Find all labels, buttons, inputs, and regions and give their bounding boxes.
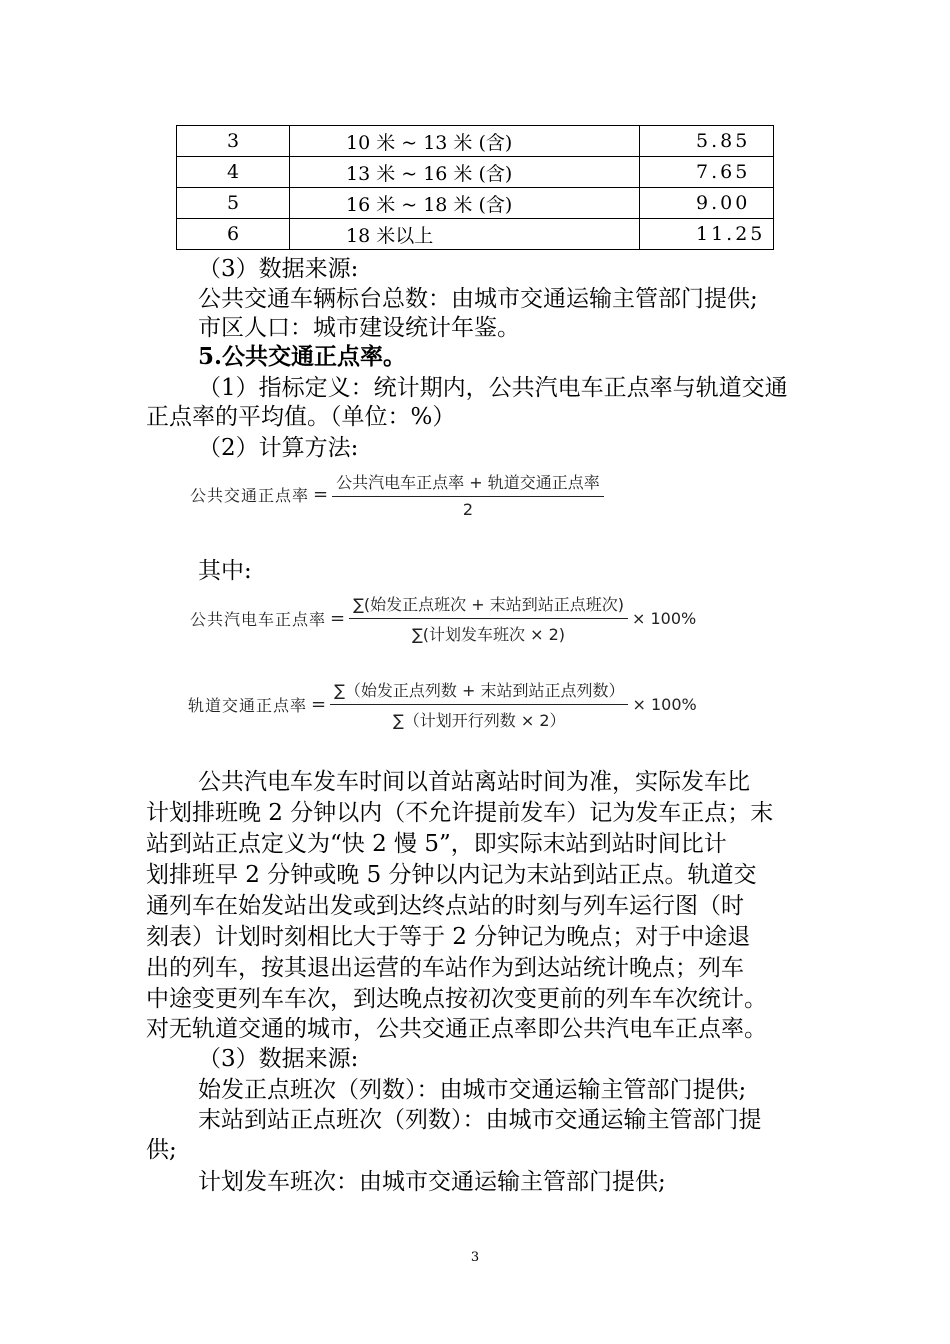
formula-multiplier: × 100%: [631, 609, 697, 628]
paragraph-line: 出的列车，按其退出运营的车站作为到达站统计晚点；列车: [146, 955, 744, 981]
formula-numerator: 公共汽电车正点率 + 轨道交通正点率: [336, 473, 600, 492]
formula-numerator: ∑（始发正点列数 + 末站到站正点列数）: [334, 681, 625, 700]
paragraph-line: 公共汽电车发车时间以首站离站时间为准，实际发车比: [198, 769, 750, 795]
formula-label: 公共交通正点率: [190, 486, 310, 505]
paragraph-line: 通列车在始发站出发或到达终点站的时刻与列车运行图（时: [146, 893, 744, 919]
table-cell-length: 10 米 ~ 13 米 (含): [290, 126, 640, 157]
formula-denominator: 2: [462, 500, 473, 519]
data-source-line: 计划发车班次：由城市交通运输主管部门提供;: [198, 1169, 666, 1195]
paragraph-line: 中途变更列车车次，到达晚点按初次变更前的列车车次统计。: [146, 986, 767, 1012]
formula-label: 公共汽电车正点率: [190, 610, 327, 629]
data-source-line: 市区人口：城市建设统计年鉴。: [198, 315, 520, 341]
data-source-line: 末站到站正点班次（列数）：由城市交通运输主管部门提: [198, 1107, 762, 1133]
formula-label: 轨道交通正点率: [188, 696, 308, 715]
paragraph-line: 划排班早 2 分钟或晚 5 分钟以内记为末站到站正点。轨道交: [146, 862, 757, 888]
data-source-line: 供;: [146, 1137, 177, 1163]
formula-denominator: ∑（计划开行列数 × 2）: [393, 711, 566, 730]
formula-fraction: [330, 678, 628, 731]
formula-equals: =: [311, 694, 327, 715]
paragraph-line: 刻表）计划时刻相比大于等于 2 分钟记为晚点；对于中途退: [146, 924, 751, 950]
table-row: [177, 188, 774, 219]
data-source-line: 公共交通车辆标台总数：由城市交通运输主管部门提供;: [198, 286, 758, 312]
page-number: 3: [470, 1250, 480, 1265]
table-cell-value: 7.65: [640, 157, 774, 188]
table-row: [177, 157, 774, 188]
paragraph-line: 站到站正点定义为“快 2 慢 5”，即实际末站到站时间比计: [146, 831, 727, 857]
formula-punctuality: [190, 470, 604, 519]
table-row: [177, 126, 774, 157]
table-cell-length: 16 米 ~ 18 米 (含): [290, 188, 640, 219]
table-cell-length: 13 米 ~ 16 米 (含): [290, 157, 640, 188]
fraction-bar: [332, 496, 604, 497]
vehicle-length-table: [176, 125, 774, 250]
calc-method-heading: （2）计算方法:: [198, 435, 359, 461]
data-source-heading: （3）数据来源:: [198, 1046, 359, 1072]
table-cell-length: 18 米以上: [290, 219, 640, 250]
definition-line: 正点率的平均值。（单位：%）: [146, 404, 456, 430]
where-label: 其中:: [198, 558, 252, 584]
definition-line: （1）指标定义：统计期内，公共汽电车正点率与轨道交通: [198, 375, 788, 401]
formula-equals: =: [330, 608, 346, 629]
table-cell-value: 5.85: [640, 126, 774, 157]
formula-denominator: ∑(计划发车班次 × 2): [412, 625, 566, 644]
table-cell-no: 5: [177, 188, 290, 219]
data-source-heading: （3）数据来源:: [198, 256, 359, 282]
formula-fraction: [349, 592, 628, 645]
formula-equals: =: [313, 484, 329, 505]
fraction-bar: [349, 618, 628, 619]
fraction-bar: [330, 704, 628, 705]
section-title: 5.公共交通正点率。: [198, 343, 407, 370]
paragraph-line: 计划排班晚 2 分钟以内（不允许提前发车）记为发车正点；末: [146, 800, 774, 826]
table-cell-no: 3: [177, 126, 290, 157]
table-cell-value: 11.25: [640, 219, 774, 250]
data-source-line: 始发正点班次（列数）：由城市交通运输主管部门提供;: [198, 1077, 747, 1103]
formula-multiplier: × 100%: [632, 695, 697, 714]
table-cell-no: 4: [177, 157, 290, 188]
formula-rail-punctuality: [188, 678, 697, 731]
formula-numerator: ∑(始发正点班次 + 末站到站正点班次): [353, 595, 624, 614]
table-row: [177, 219, 774, 250]
table-cell-value: 9.00: [640, 188, 774, 219]
formula-fraction: [332, 470, 604, 519]
table-cell-no: 6: [177, 219, 290, 250]
paragraph-line: 对无轨道交通的城市，公共交通正点率即公共汽电车正点率。: [146, 1016, 767, 1042]
formula-bus-punctuality: [190, 592, 696, 645]
